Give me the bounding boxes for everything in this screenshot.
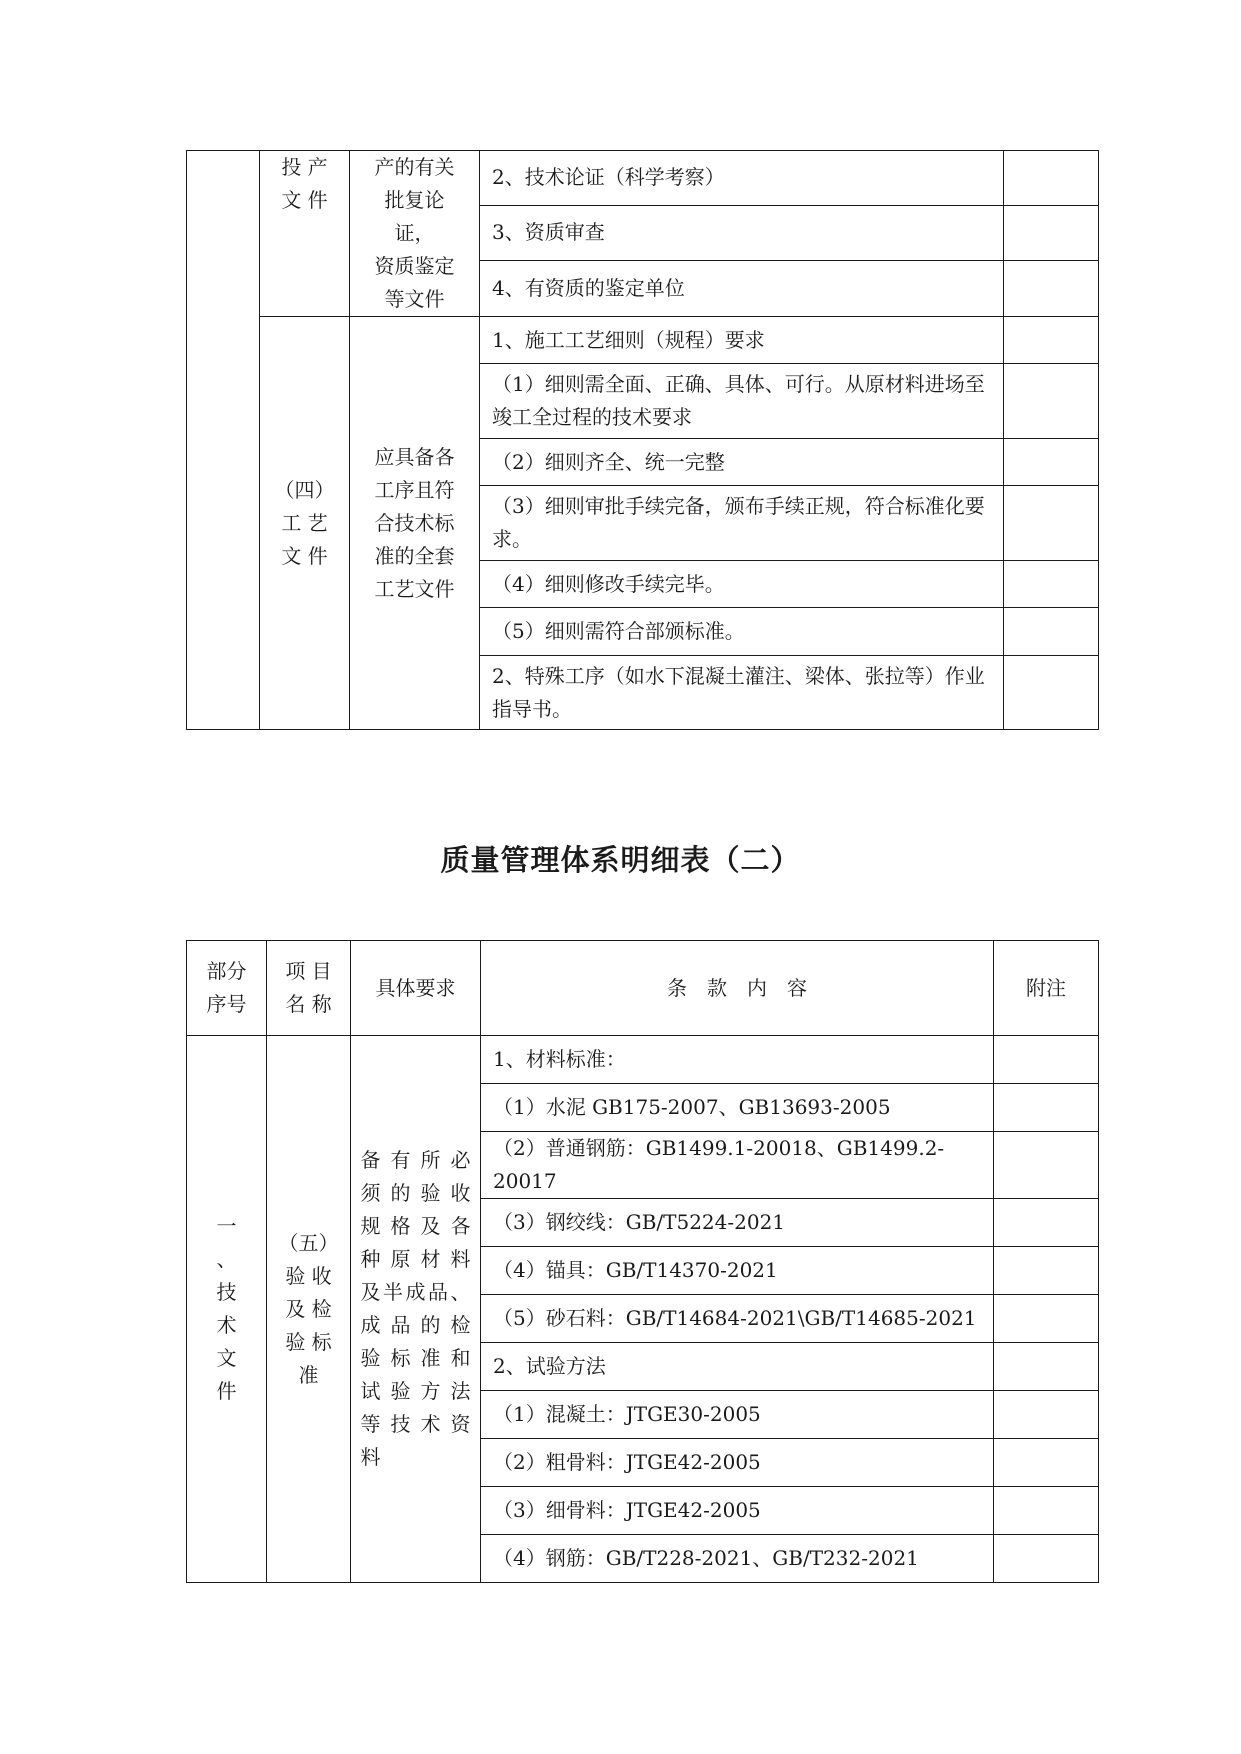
requirement-cell — [350, 317, 480, 730]
header-item-name: 项 目 名 称 — [267, 941, 351, 1036]
note-cell — [1004, 486, 1099, 561]
note-cell — [1004, 261, 1099, 317]
quality-table-two — [186, 940, 1099, 1583]
clause-cell: 2、特殊工序（如水下混凝土灌注、梁体、张拉等）作业指导书。 — [480, 656, 1004, 730]
clause-cell: （4）细则修改手续完毕。 — [480, 561, 1004, 608]
header-part-no: 部分 序号 — [187, 941, 267, 1036]
clause-cell: （1）水泥 GB175-2007、GB13693-2005 — [481, 1084, 994, 1132]
item-name-text: （四） 工 艺 文 件 — [274, 477, 335, 568]
quality-table-continued — [186, 150, 1099, 730]
clause-cell: 4、有资质的鉴定单位 — [480, 261, 1004, 317]
item-name-text: （五） 验 收 及 检 验 标 准 — [278, 1230, 339, 1387]
note-cell — [1004, 608, 1099, 656]
clause-cell: 2、试验方法 — [481, 1343, 994, 1391]
clause-cell: 3、资质审查 — [480, 205, 1004, 261]
note-cell — [994, 1036, 1099, 1084]
requirement-text: 应具备各 工序且符 合技术标 准的全套 工艺文件 — [374, 444, 455, 601]
requirement-cell — [351, 1036, 481, 1583]
part-cell — [187, 1036, 267, 1583]
clause-cell: （2）粗骨料：JTGE42-2005 — [481, 1439, 994, 1487]
note-cell — [994, 1084, 1099, 1132]
clause-cell: 2、技术论证（科学考察） — [480, 151, 1004, 206]
note-cell — [1004, 317, 1099, 364]
requirement-text: 备有所必 须的验收 规格及各 种原材料 及半成品、 成品的检 验标准和 试验方法 等技术资 料 — [360, 1148, 471, 1469]
item-name-cell — [260, 151, 350, 317]
requirement-cell — [350, 151, 480, 317]
note-cell — [1004, 561, 1099, 608]
note-cell — [994, 1391, 1099, 1439]
note-cell — [994, 1199, 1099, 1247]
item-name-cell — [260, 317, 350, 730]
clause-cell: （4）锚具：GB/T14370-2021 — [481, 1247, 994, 1295]
clause-cell: （5）细则需符合部颁标准。 — [480, 608, 1004, 656]
clause-cell: （3）细则审批手续完备，颁布手续正规，符合标准化要求。 — [480, 486, 1004, 561]
clause-cell: （4）钢筋：GB/T228-2021、GB/T232-2021 — [481, 1535, 994, 1583]
item-name-text: 投 产 文 件 — [281, 155, 328, 212]
note-cell — [994, 1247, 1099, 1295]
part-text: 一 、 技 术 文 件 — [216, 1214, 237, 1403]
clause-cell: （3）细骨料：JTGE42-2005 — [481, 1487, 994, 1535]
clause-cell: （3）钢绞线：GB/T5224-2021 — [481, 1199, 994, 1247]
requirement-text: 产的有关 批复论证， 资质鉴定 等文件 — [374, 155, 455, 311]
part-cell — [187, 151, 260, 730]
header-row — [187, 941, 1099, 1036]
page-title: 质量管理体系明细表（二） — [440, 843, 801, 877]
note-cell — [1004, 151, 1099, 206]
note-cell — [994, 1295, 1099, 1343]
header-clause: 条 款 内 容 — [481, 941, 994, 1036]
note-cell — [994, 1535, 1099, 1583]
clause-cell: （5）砂石料：GB/T14684-2021\GB/T14685-2021 — [481, 1295, 994, 1343]
note-cell — [1004, 205, 1099, 261]
clause-cell: 1、材料标准： — [481, 1036, 994, 1084]
clause-cell: （1）细则需全面、正确、具体、可行。从原材料进场至竣工全过程的技术要求 — [480, 364, 1004, 439]
note-cell — [994, 1132, 1099, 1199]
note-cell — [994, 1439, 1099, 1487]
clause-cell: 1、施工工艺细则（规程）要求 — [480, 317, 1004, 364]
clause-cell: （1）混凝土：JTGE30-2005 — [481, 1391, 994, 1439]
note-cell — [994, 1343, 1099, 1391]
item-name-cell — [267, 1036, 351, 1583]
note-cell — [1004, 656, 1099, 730]
header-note: 附注 — [994, 941, 1099, 1036]
header-requirement: 具体要求 — [351, 941, 481, 1036]
note-cell — [1004, 439, 1099, 486]
clause-cell: （2）细则齐全、统一完整 — [480, 439, 1004, 486]
note-cell — [1004, 364, 1099, 439]
clause-cell: （2）普通钢筋：GB1499.1-20018、GB1499.2-20017 — [481, 1132, 994, 1199]
note-cell — [994, 1487, 1099, 1535]
